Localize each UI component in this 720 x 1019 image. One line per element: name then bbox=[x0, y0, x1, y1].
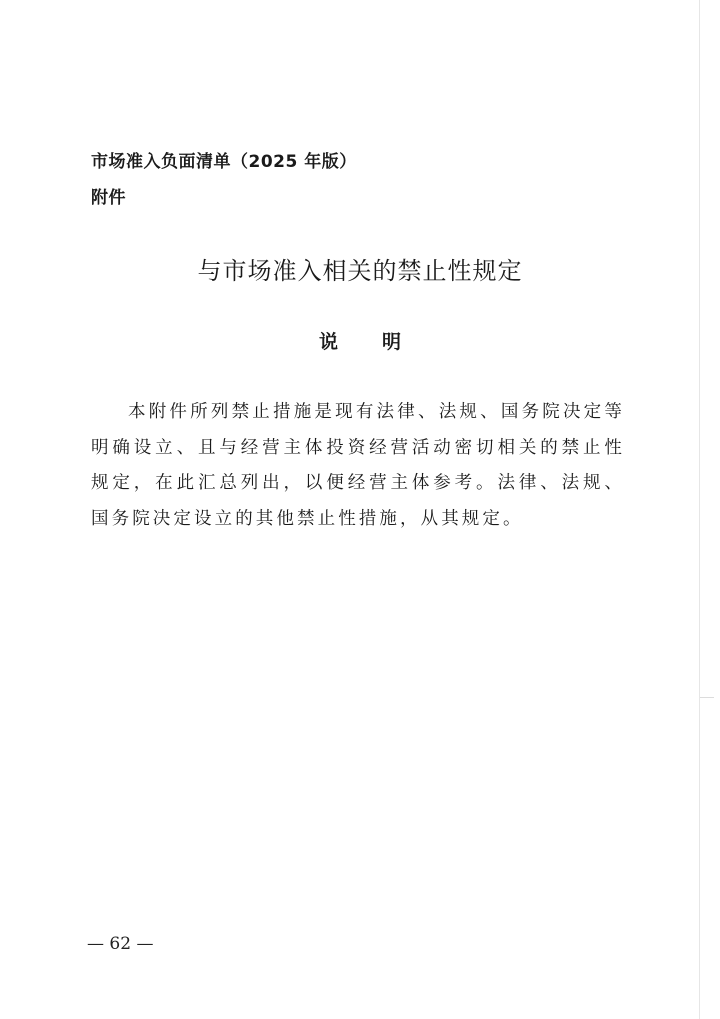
page-title: 与市场准入相关的禁止性规定 bbox=[197, 257, 523, 285]
scan-edge-tick bbox=[700, 697, 714, 698]
section-heading: 说明 bbox=[318, 331, 445, 353]
scan-edge-line bbox=[699, 0, 700, 1019]
page-number: — 62 — bbox=[87, 934, 154, 954]
attachment-label: 附件 bbox=[91, 188, 126, 208]
document-header-title: 市场准入负面清单（2025 年版） bbox=[91, 152, 357, 172]
body-paragraph: 本附件所列禁止措施是现有法律、法规、国务院决定等明确设立、且与经营主体投资经营活动密切相关的禁止性规定，在此汇总列出，以便经营主体参考。法律、法规、国务院决定设立的其他禁止性措施，从其规定。 bbox=[91, 402, 625, 529]
